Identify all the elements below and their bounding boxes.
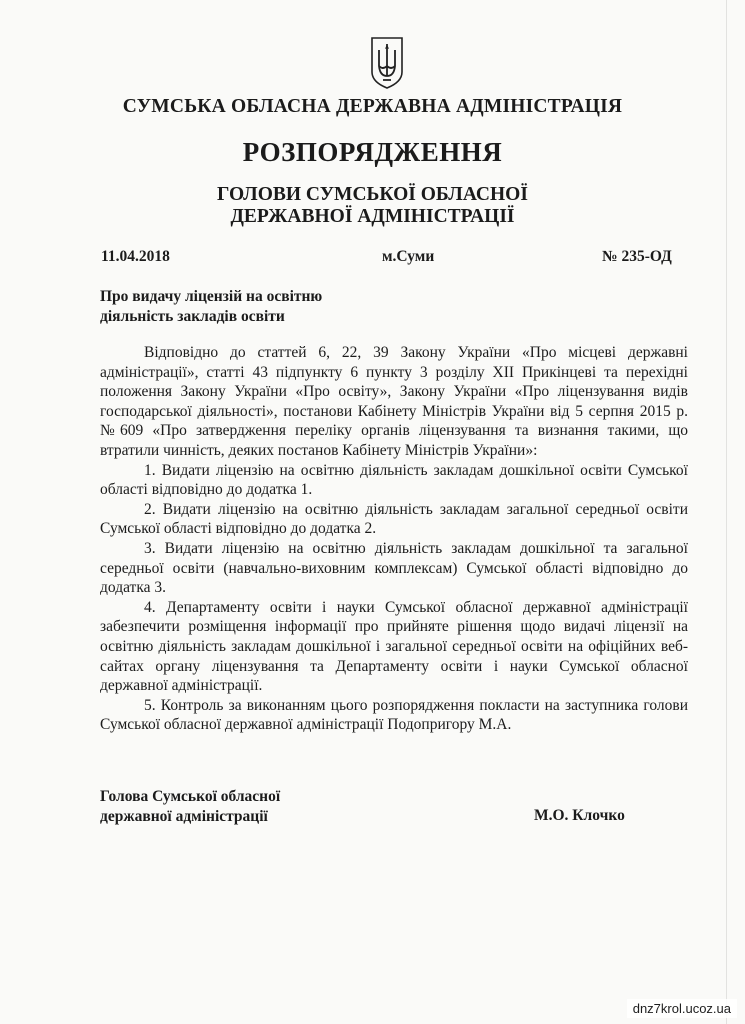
document-body [100, 343, 688, 735]
organization-title: СУМСЬКА ОБЛАСНА ДЕРЖАВНА АДМІНІСТРАЦІЯ [122, 96, 623, 117]
document-number: № 235-ОД [602, 248, 672, 265]
item-1: 1. Видати ліцензію на освітню діяльність закладам дошкільної освіти Сумської області відповідно до додатка 1. [100, 461, 688, 499]
trident-emblem-icon [370, 36, 404, 90]
signature-title-line-2: державної адміністрації [100, 808, 268, 825]
issuer-line-1: ГОЛОВИ СУМСЬКОЇ ОБЛАСНОЇ [217, 184, 528, 205]
item-3: 3. Видати ліцензію на освітню діяльність закладам дошкільної та загальної середньої освіти (навчально-виховним комплексам) Сумської області відповідно до додатка 3. [100, 539, 688, 597]
document-date: 11.04.2018 [101, 248, 170, 265]
issuer-line-2: ДЕРЖАВНОЇ АДМІНІСТРАЦІЇ [230, 206, 515, 227]
watermark: dnz7krol.ucoz.ua [627, 999, 737, 1018]
subject-line-2: діяльність закладів освіти [100, 308, 285, 325]
item-4: 4. Департаменту освіти і науки Сумської обласної державної адміністрації забезпечити розміщення інформації про прийняте рішення щодо видачі ліцензії на освітню діяльність закладам дошкільної і загальної середньої освіти на офіційних веб-сайтах органу ліцензування та Департаменту освіти і науки Сумської обласної державної адміністрації. [100, 598, 688, 695]
document-type: РОЗПОРЯДЖЕННЯ [242, 137, 503, 167]
item-5: 5. Контроль за виконанням цього розпорядження покласти на заступника голови Сумської обласної державної адміністрації Подопригору М.А. [100, 696, 688, 734]
signature-title-line-1: Голова Сумської обласної [100, 788, 281, 805]
signatory-name: М.О. Клочко [534, 807, 625, 824]
subject-line-1: Про видачу ліцензій на освітню [100, 288, 323, 305]
item-2: 2. Видати ліцензію на освітню діяльність закладам загальної середньої освіти Сумської області відповідно до додатка 2. [100, 500, 688, 538]
document-subject [100, 287, 322, 327]
intro-paragraph: Відповідно до статтей 6, 22, 39 Закону України «Про місцеві державні адміністрації», статті 43 підпункту 6 пункту 3 розділу XII Прикінцеві та перехідні положення Закону України «Про освіту», Закону України «Про ліцензування видів господарської діяльності», постанови Кабінету Міністрів України від 5 серпня 2015 р. №609 «Про затвердження переліку органів ліцензування та визнання такими, що втратили чинність, деяких постанов Кабінету Міністрів України»: [100, 344, 688, 459]
signature-title [100, 787, 280, 827]
document-city: м.Суми [382, 248, 435, 265]
